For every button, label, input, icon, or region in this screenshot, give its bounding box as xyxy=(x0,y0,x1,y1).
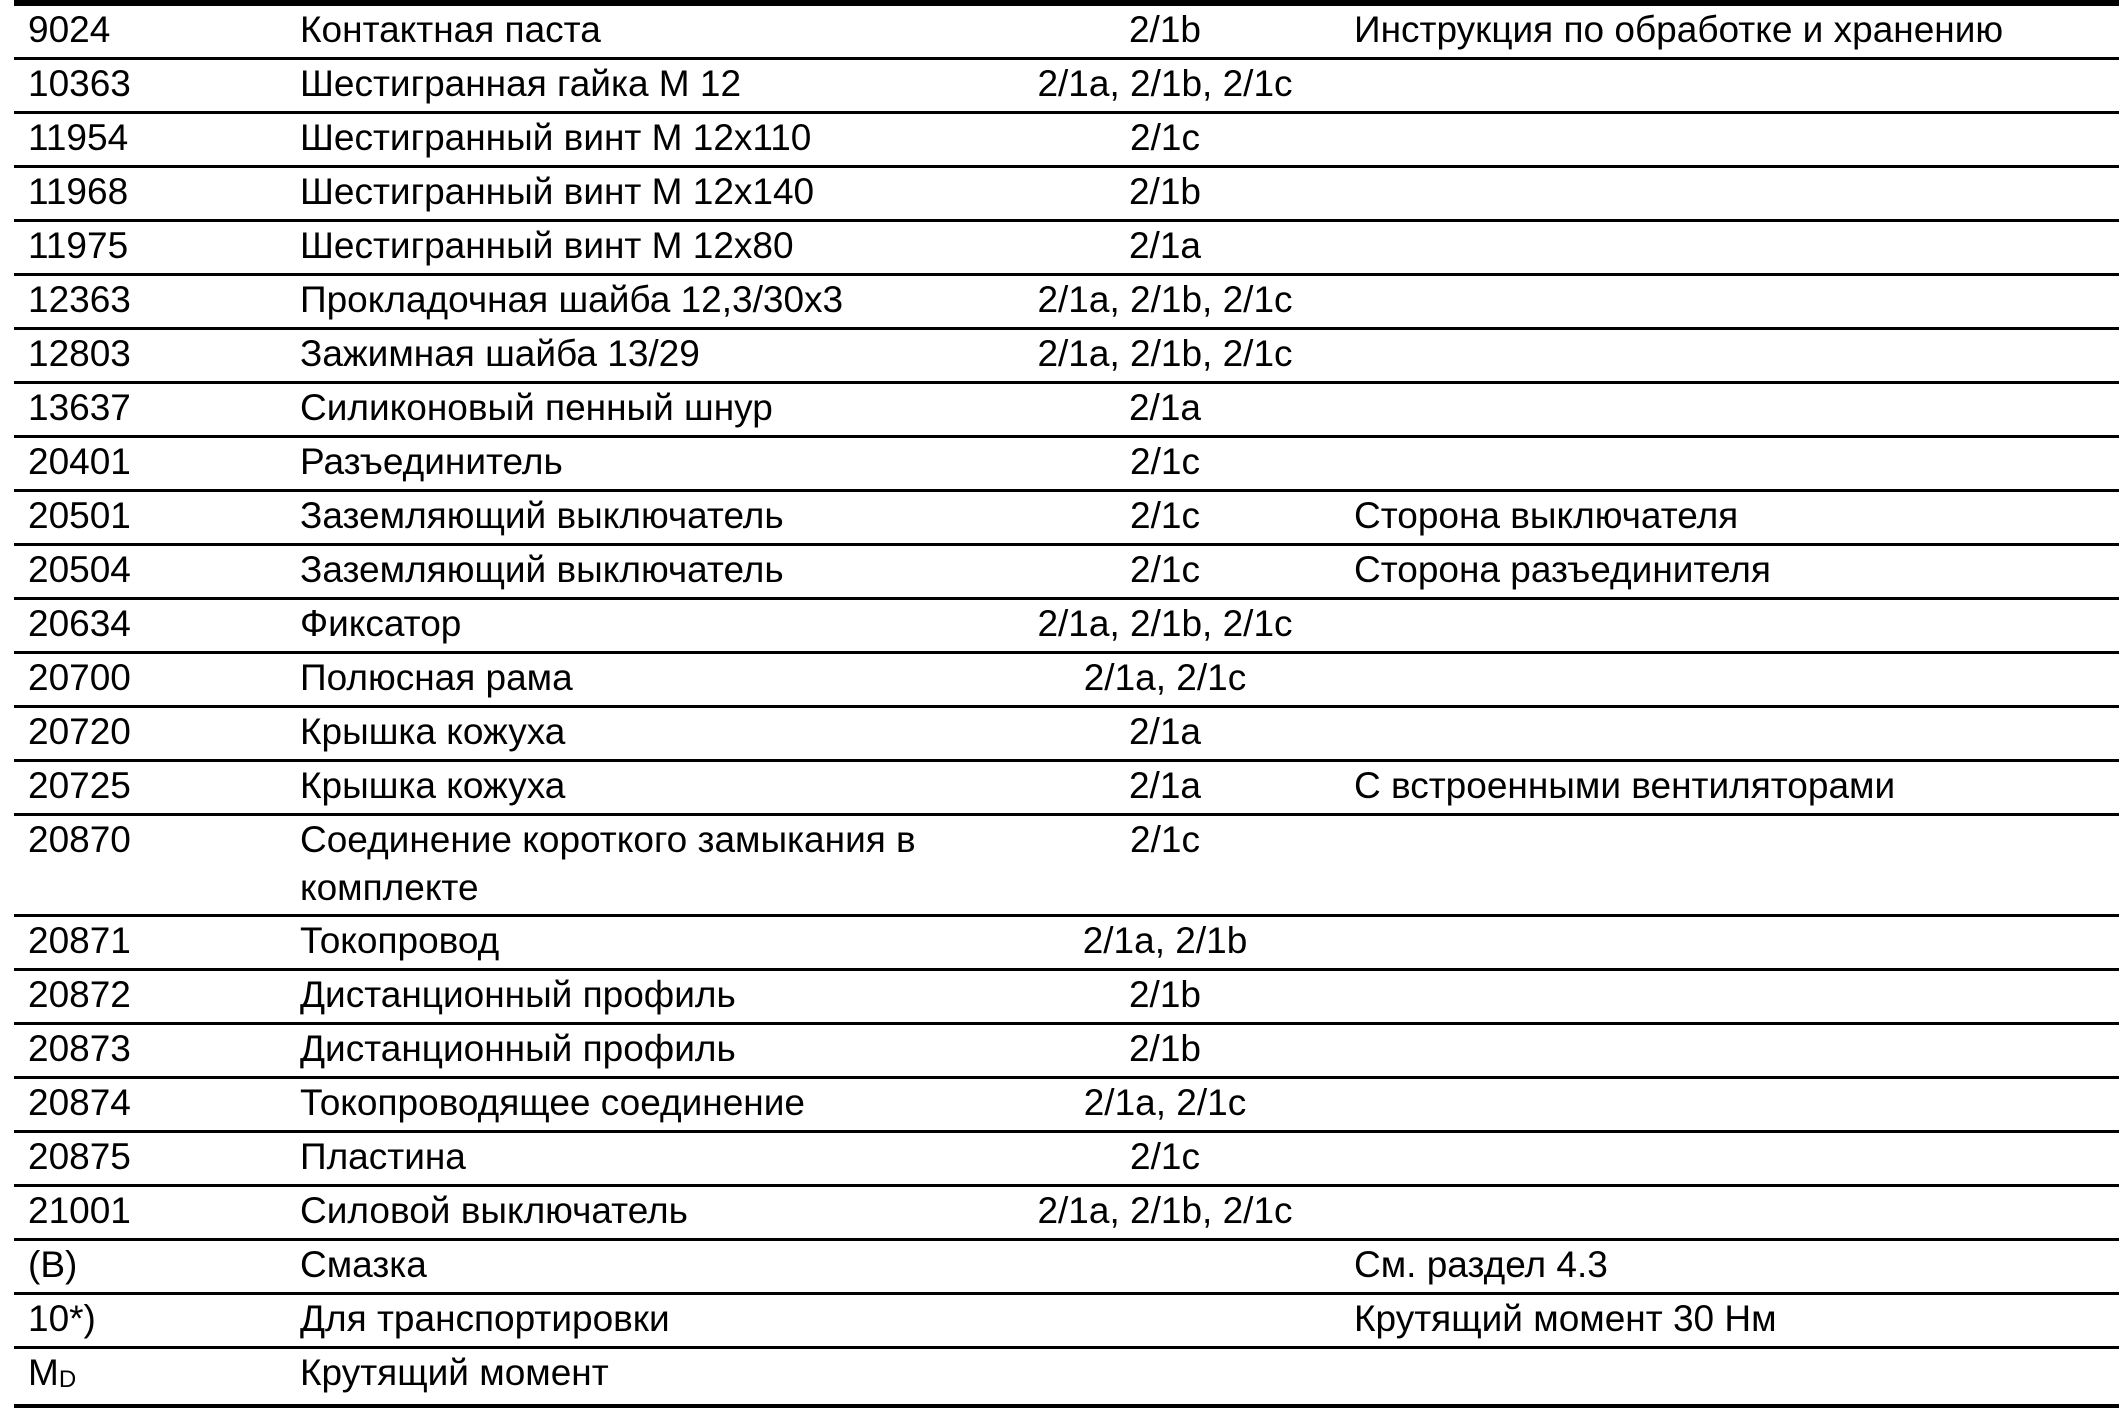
part-name: Дистанционный профиль xyxy=(300,974,736,1015)
part-note xyxy=(1340,275,2119,329)
part-name: Для транспортировки xyxy=(300,1298,670,1339)
part-number: 20875 xyxy=(28,1136,131,1177)
part-name: Дистанционный профиль xyxy=(300,1028,736,1069)
table-row xyxy=(14,707,2119,761)
table-row xyxy=(14,599,2119,653)
part-name: Силиконовый пенный шнур xyxy=(300,387,773,428)
part-name: Пластина xyxy=(300,1136,466,1177)
part-number: 11968 xyxy=(28,171,129,212)
figure-reference: 2/1c xyxy=(1130,495,1200,536)
symbol-subscript: D xyxy=(58,1366,77,1393)
part-name: Полюсная рама xyxy=(300,657,573,698)
figure-reference: 2/1a, 2/1b, 2/1c xyxy=(1037,279,1293,320)
part-name: Крышка кожуха xyxy=(300,765,566,806)
table-row xyxy=(14,491,2119,545)
part-name: Токопровод xyxy=(300,920,500,961)
part-name: Шестигранный винт M 12x110 xyxy=(300,117,812,158)
table-row xyxy=(14,59,2119,113)
part-name: Зажимная шайба 13/29 xyxy=(300,333,700,374)
part-note xyxy=(1340,167,2119,221)
figure-reference xyxy=(990,1294,1340,1348)
figure-reference: 2/1c xyxy=(1130,1136,1200,1177)
part-number: 11975 xyxy=(28,225,129,266)
part-note xyxy=(1340,1024,2119,1078)
figure-reference: 2/1a, 2/1c xyxy=(1083,657,1247,698)
part-name: Заземляющий выключатель xyxy=(300,549,784,590)
table-row xyxy=(14,1024,2119,1078)
table-row xyxy=(14,1186,2119,1240)
part-number: 20873 xyxy=(28,1028,131,1069)
part-note xyxy=(1340,970,2119,1024)
part-note xyxy=(1340,1078,2119,1132)
table-row xyxy=(14,437,2119,491)
part-number: 10363 xyxy=(28,63,131,104)
table-row xyxy=(14,916,2119,970)
figure-reference: 2/1a, 2/1b, 2/1c xyxy=(1037,63,1293,104)
table-row xyxy=(14,653,2119,707)
part-number: 20871 xyxy=(28,920,131,961)
parts-legend-body xyxy=(14,3,2119,1406)
part-name: Смазка xyxy=(300,1244,427,1285)
part-number: 20634 xyxy=(28,603,131,644)
part-note xyxy=(1340,383,2119,437)
table-row xyxy=(14,970,2119,1024)
figure-reference: 2/1b xyxy=(1128,1028,1201,1069)
part-note xyxy=(1340,707,2119,761)
figure-reference: 2/1a xyxy=(1128,765,1201,806)
part-name: Контактная паста xyxy=(300,9,601,50)
part-note: Сторона выключателя xyxy=(1354,495,1739,536)
part-number: 20874 xyxy=(28,1082,131,1123)
table-row xyxy=(14,545,2119,599)
part-number: 13637 xyxy=(28,387,131,428)
table-row xyxy=(14,761,2119,815)
part-note: См. раздел 4.3 xyxy=(1354,1244,1608,1285)
part-number: 11954 xyxy=(28,117,129,158)
part-number xyxy=(14,1348,286,1407)
part-name: Шестигранный винт M 12x80 xyxy=(300,225,794,266)
part-number: 20401 xyxy=(28,441,131,482)
part-name: Шестигранная гайка M 12 xyxy=(300,63,742,104)
part-name: Заземляющий выключатель xyxy=(300,495,784,536)
figure-reference: 2/1a xyxy=(1128,711,1201,752)
part-note xyxy=(1340,437,2119,491)
part-number: 12803 xyxy=(28,333,131,374)
table-row xyxy=(14,113,2119,167)
table-row xyxy=(14,1078,2119,1132)
part-note xyxy=(1340,1186,2119,1240)
part-name: Прокладочная шайба 12,3/30x3 xyxy=(300,279,844,320)
table-row xyxy=(14,815,2119,916)
part-note: С встроенными вентиляторами xyxy=(1354,765,1896,806)
part-note xyxy=(1340,221,2119,275)
symbol-main: M xyxy=(28,1352,59,1393)
part-number: 20870 xyxy=(28,819,131,860)
figure-reference: 2/1c xyxy=(1130,819,1200,860)
table-row xyxy=(14,1132,2119,1186)
part-note: Сторона разъединителя xyxy=(1354,549,1771,590)
figure-reference: 2/1a, 2/1b, 2/1c xyxy=(1037,603,1293,644)
part-number: 20700 xyxy=(28,657,131,698)
figure-reference xyxy=(990,1348,1340,1407)
part-note xyxy=(1340,916,2119,970)
part-note xyxy=(1340,113,2119,167)
figure-reference xyxy=(990,1240,1340,1294)
figure-reference: 2/1c xyxy=(1130,441,1200,482)
part-number: 20725 xyxy=(28,765,131,806)
part-number: 20501 xyxy=(28,495,131,536)
part-name: Соединение короткого замыкания в комплекте xyxy=(300,819,916,908)
figure-reference: 2/1b xyxy=(1128,974,1201,1015)
figure-reference: 2/1a xyxy=(1128,225,1201,266)
figure-reference: 2/1b xyxy=(1128,171,1201,212)
part-name: Токопроводящее соединение xyxy=(300,1082,805,1123)
figure-reference: 2/1a, 2/1b xyxy=(1082,920,1248,961)
table-row xyxy=(14,221,2119,275)
part-number: 20504 xyxy=(28,549,131,590)
table-row xyxy=(14,167,2119,221)
table-row xyxy=(14,3,2119,59)
figure-reference: 2/1a, 2/1c xyxy=(1083,1082,1247,1123)
part-name: Силовой выключатель xyxy=(300,1190,688,1231)
parts-legend-table xyxy=(14,0,2119,1408)
part-note xyxy=(1340,59,2119,113)
table-row xyxy=(14,1294,2119,1348)
part-name: Фиксатор xyxy=(300,603,462,644)
figure-reference: 2/1a, 2/1b, 2/1c xyxy=(1037,1190,1293,1231)
table-row xyxy=(14,329,2119,383)
part-number: 20872 xyxy=(28,974,131,1015)
part-name: Разъединитель xyxy=(300,441,563,482)
part-note xyxy=(1340,599,2119,653)
part-number: 21001 xyxy=(28,1190,131,1231)
part-note xyxy=(1340,815,2119,916)
part-name: Шестигранный винт M 12x140 xyxy=(300,171,815,212)
part-note xyxy=(1340,653,2119,707)
figure-reference: 2/1c xyxy=(1130,117,1200,158)
figure-reference: 2/1b xyxy=(1128,9,1201,50)
part-note xyxy=(1340,329,2119,383)
figure-reference: 2/1a, 2/1b, 2/1c xyxy=(1037,333,1293,374)
part-note: Инструкция по обработке и хранению xyxy=(1354,9,2004,50)
table-row xyxy=(14,1240,2119,1294)
part-number: 10*) xyxy=(28,1298,96,1339)
part-note xyxy=(1340,1132,2119,1186)
table-row xyxy=(14,275,2119,329)
table-row xyxy=(14,383,2119,437)
table-row xyxy=(14,1348,2119,1407)
figure-reference: 2/1a xyxy=(1128,387,1201,428)
figure-reference: 2/1c xyxy=(1130,549,1200,590)
part-note: Крутящий момент 30 Нм xyxy=(1354,1298,1777,1339)
part-number: 20720 xyxy=(28,711,131,752)
part-name: Крутящий момент xyxy=(300,1352,609,1393)
part-number: 9024 xyxy=(28,9,111,50)
part-number: 12363 xyxy=(28,279,131,320)
part-note xyxy=(1340,1348,2119,1407)
part-number: (B) xyxy=(28,1244,78,1285)
part-name: Крышка кожуха xyxy=(300,711,566,752)
